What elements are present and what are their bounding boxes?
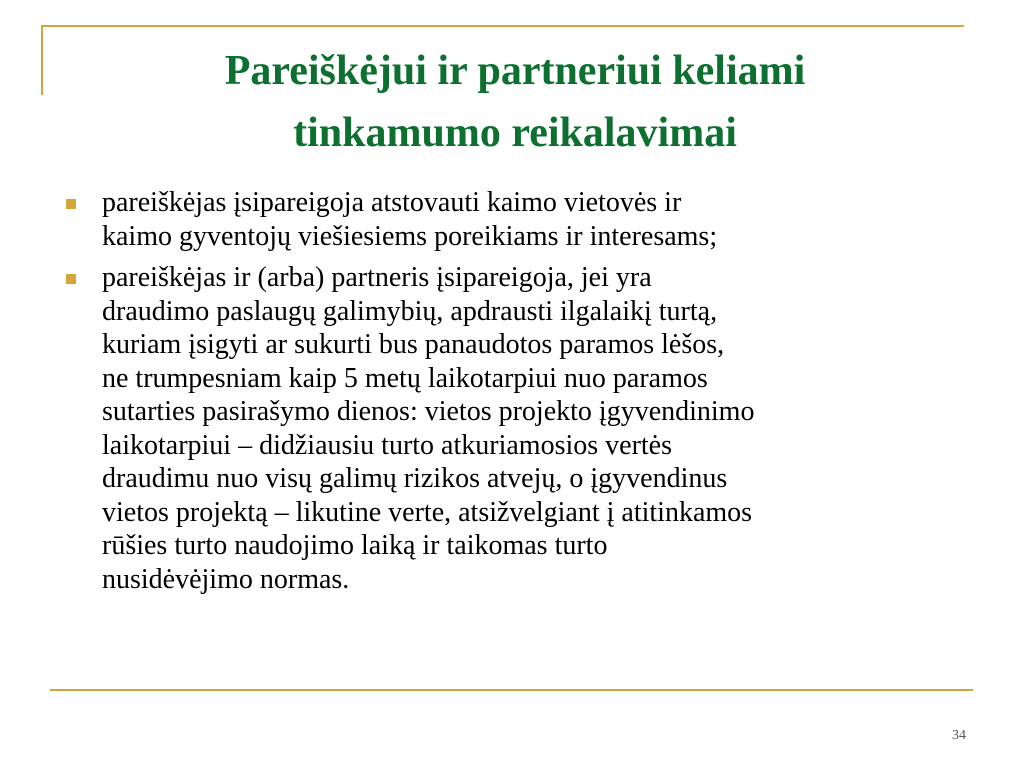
- title-line-2: tinkamumo reikalavimai: [293, 110, 737, 156]
- bullet-2-line-2: draudimo paslaugų galimybių, apdrausti ilgalaikį turtą,: [102, 295, 718, 327]
- top-border-line: [41, 25, 964, 27]
- left-border-line: [41, 25, 43, 95]
- bullet-2-line-1: pareiškėjas ir (arba) partneris įsipareigoja, jei yra: [102, 262, 652, 293]
- slide-title: [50, 40, 980, 164]
- page-number: 34: [952, 728, 966, 743]
- bullet-item-2: [60, 261, 980, 596]
- bullet-2-line-8: vietos projektą – likutine verte, atsižvelgiant į atitinkamos: [102, 496, 753, 528]
- square-bullet-icon: [66, 274, 76, 284]
- bullet-2-line-7: draudimu nuo visų galimų rizikos atvejų, o įgyvendinus: [102, 463, 728, 494]
- bullet-list: [60, 186, 980, 604]
- bullet-2-line-10: nusidėvėjimo normas.: [102, 563, 350, 595]
- title-line-1: Pareiškėjui ir partneriui keliami: [224, 48, 806, 94]
- bullet-1-line-1: pareiškėjas įsipareigoja atstovauti kaimo vietovės ir: [102, 187, 682, 218]
- bullet-2-line-3: kuriam įsigyti ar sukurti bus panaudotos paramos lėšos,: [102, 329, 725, 360]
- bullet-1-line-2: kaimo gyventojų viešiesiems poreikiams ir interesams;: [102, 220, 718, 252]
- bullet-2-line-9: rūšies turto naudojimo laiką ir taikomas turto: [102, 530, 608, 561]
- square-bullet-icon: [66, 199, 76, 209]
- bullet-2-line-4: ne trumpesniam kaip 5 metų laikotarpiui nuo paramos: [102, 362, 708, 394]
- bullet-item-1: [60, 186, 980, 253]
- bottom-border-line: [50, 689, 973, 691]
- bullet-2-line-5: sutarties pasirašymo dienos: vietos projekto įgyvendinimo: [102, 396, 755, 427]
- bullet-2-line-6: laikotarpiui – didžiausiu turto atkuriamosios vertės: [102, 429, 672, 461]
